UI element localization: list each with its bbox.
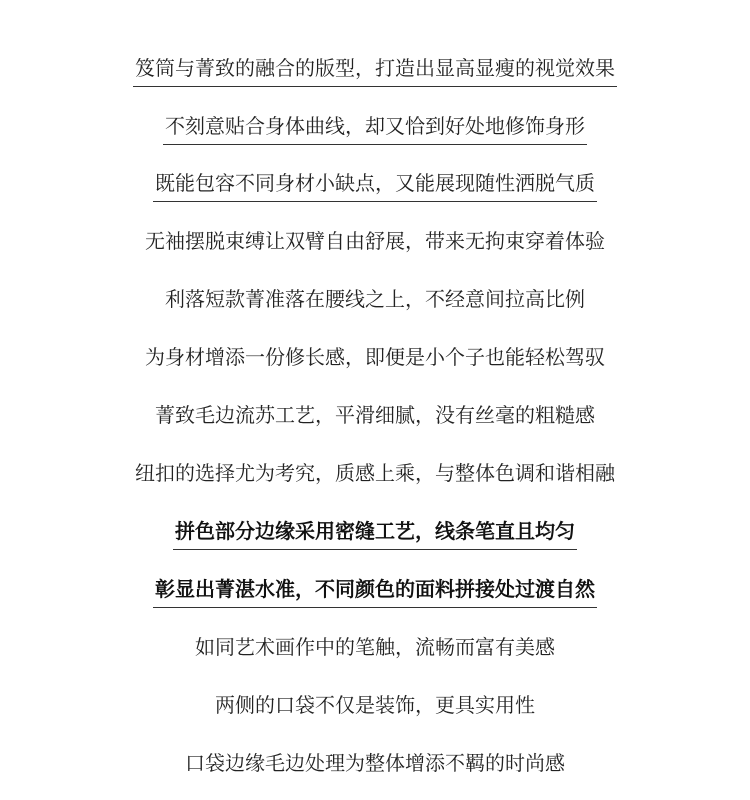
- text-line-10-text: 彰显出菁湛水准，不同颜色的面料拼接处过渡自然: [153, 575, 597, 608]
- text-line-2-text: 不刻意贴合身体曲线，却又恰到好处地修饰身形: [163, 112, 587, 145]
- text-line-6: [0, 343, 750, 375]
- text-line-3: [0, 169, 750, 202]
- text-line-5: [0, 285, 750, 317]
- text-line-12-text: 两侧的口袋不仅是装饰，更具实用性: [215, 693, 535, 717]
- text-line-8: [0, 459, 750, 491]
- text-line-4-text: 无袖摆脱束缚让双臂自由舒展，带来无拘束穿着体验: [145, 229, 605, 253]
- text-line-9-text: 拼色部分边缘采用密缝工艺，线条笔直且均匀: [173, 517, 577, 550]
- text-line-11: [0, 633, 750, 665]
- text-line-13: [0, 749, 750, 781]
- text-line-3-text: 既能包容不同身材小缺点，又能展现随性洒脱气质: [153, 169, 597, 202]
- text-line-7: [0, 401, 750, 433]
- text-line-10: [0, 575, 750, 608]
- text-line-8-text: 纽扣的选择尤为考究，质感上乘，与整体色调和谐相融: [135, 461, 615, 485]
- text-line-9: [0, 517, 750, 550]
- text-line-7-text: 菁致毛边流苏工艺，平滑细腻，没有丝毫的粗糙感: [155, 403, 595, 427]
- text-line-11-text: 如同艺术画作中的笔触，流畅而富有美感: [195, 635, 555, 659]
- text-line-1: [0, 54, 750, 87]
- text-line-2: [0, 112, 750, 145]
- text-line-12: [0, 691, 750, 723]
- text-line-4: [0, 227, 750, 259]
- text-line-6-text: 为身材增添一份修长感，即便是小个子也能轻松驾驭: [145, 345, 605, 369]
- text-line-5-text: 利落短款菁准落在腰线之上，不经意间拉高比例: [165, 287, 585, 311]
- text-line-13-text: 口袋边缘毛边处理为整体增添不羁的时尚感: [185, 751, 565, 775]
- text-line-1-text: 笈筒与菁致的融合的版型，打造出显高显瘦的视觉效果: [133, 54, 617, 87]
